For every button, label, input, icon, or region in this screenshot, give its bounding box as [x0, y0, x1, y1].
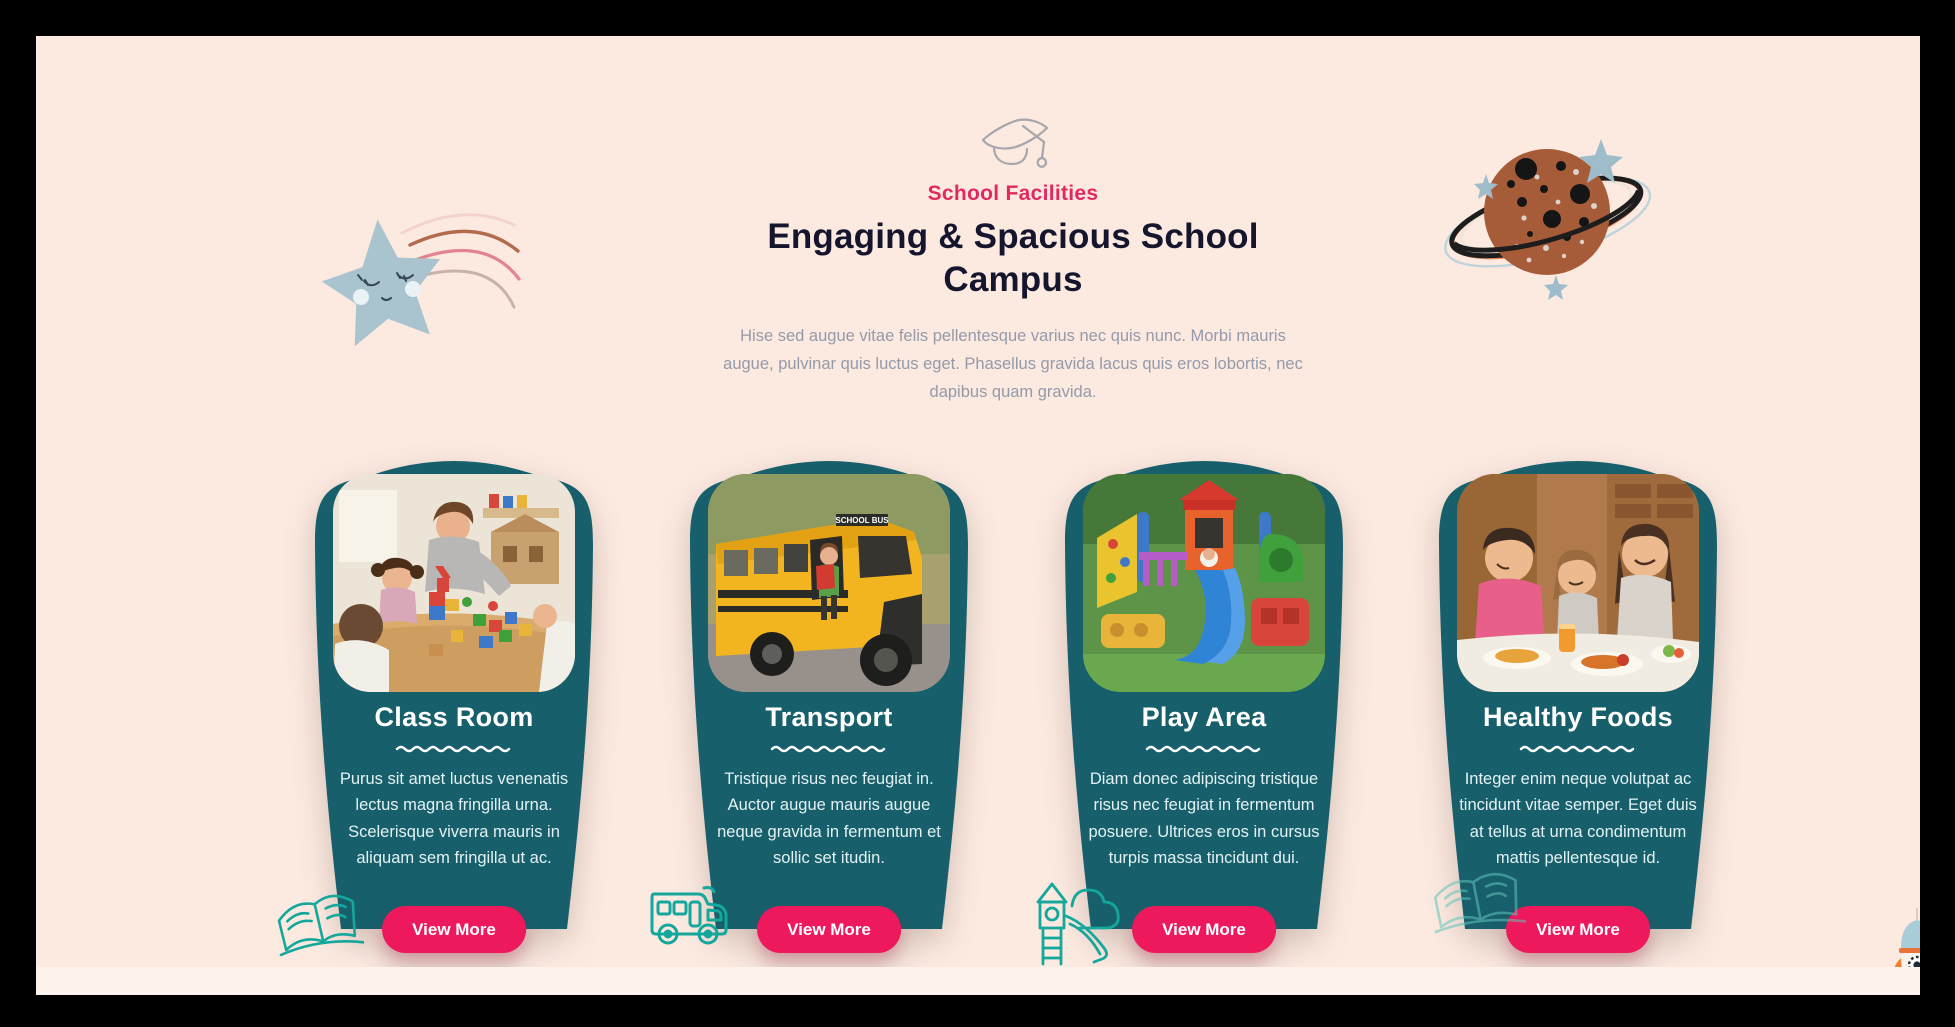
wave-divider [395, 744, 513, 754]
wave-divider [1145, 744, 1263, 754]
open-book-doodle-icon [272, 880, 364, 966]
section-title [688, 216, 1338, 301]
section-title-line1: Engaging & Spacious School [767, 217, 1259, 256]
section-title-line2: Campus [943, 259, 1083, 299]
card-title: Play Area [1141, 702, 1267, 732]
open-book-doodle-icon [1426, 862, 1526, 940]
section-divider-band [36, 967, 1920, 995]
facility-card-class-room [309, 444, 599, 939]
section-description: Hise sed augue vitae felis pellentesque varius nec quis nunc. Morbi mauris augue, pulvinar quis luctus eget. Phasellus gravida lacus quis eros lobortis, nec dapibus quam gravida. [723, 327, 1303, 401]
view-more-button[interactable]: View More [1506, 906, 1650, 953]
card-title: Transport [765, 702, 893, 732]
facility-card-play-area [1059, 444, 1349, 939]
card-description: Integer enim neque volutpat ac tincidunt vitae semper. Eget duis at tellus at urna condimentum mattis pellentesque id. [1459, 770, 1697, 868]
playground-photo [1083, 474, 1325, 692]
view-more-button[interactable]: View More [1132, 906, 1276, 953]
planet-illustration [1434, 122, 1662, 302]
view-more-button[interactable]: View More [757, 906, 901, 953]
card-description: Diam donec adipiscing tristique risus nec feugiat in fermentum posuere. Ultrices eros in cursus turpis massa tincidunt dui. [1088, 770, 1320, 868]
playground-doodle-icon [1020, 872, 1132, 976]
wave-divider [1519, 744, 1637, 754]
card-title: Healthy Foods [1483, 702, 1673, 732]
bus-sign-text: SCHOOL BUS [835, 516, 889, 525]
section-eyebrow: School Facilities [927, 182, 1099, 205]
graduation-cap-icon [961, 114, 1065, 180]
view-more-button[interactable]: View More [382, 906, 526, 953]
card-description: Purus sit amet luctus venenatis lectus magna fringilla urna. Scelerisque viverra mauris in aliquam sem fringilla ut ac. [339, 770, 569, 868]
school-bus-photo [708, 474, 950, 692]
wave-divider [770, 744, 888, 754]
kids-eating-photo [1457, 474, 1699, 692]
facility-card-healthy-foods [1433, 444, 1723, 939]
school-bus-doodle-icon [646, 884, 738, 950]
facility-card-transport [684, 444, 974, 939]
shooting-star-illustration [314, 201, 524, 353]
section-header [688, 114, 1338, 407]
card-description: Tristique risus nec feugiat in. Auctor augue mauris augue neque gravida in fermentum et sollic set itudin. [717, 770, 941, 868]
card-title: Class Room [374, 702, 534, 732]
facilities-section [36, 36, 1920, 995]
classroom-photo [333, 474, 575, 692]
